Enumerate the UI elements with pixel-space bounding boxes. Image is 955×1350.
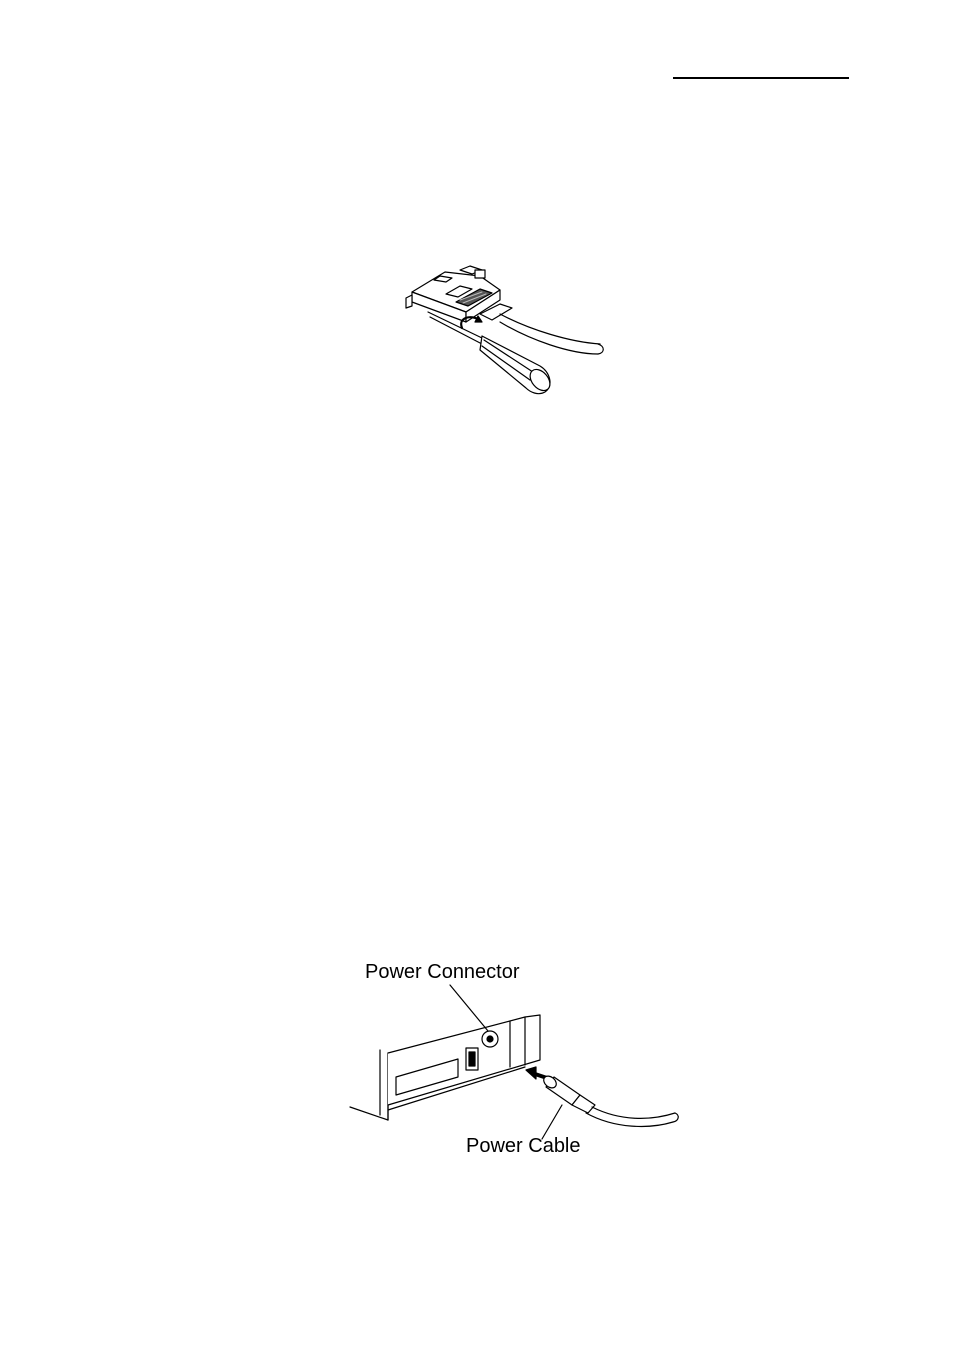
header-rule bbox=[673, 77, 849, 79]
power-connection-illustration bbox=[340, 955, 685, 1170]
power-cable-label: Power Cable bbox=[466, 1135, 581, 1157]
power-connector-label: Power Connector bbox=[365, 961, 520, 983]
interface-cable-illustration bbox=[400, 262, 615, 402]
